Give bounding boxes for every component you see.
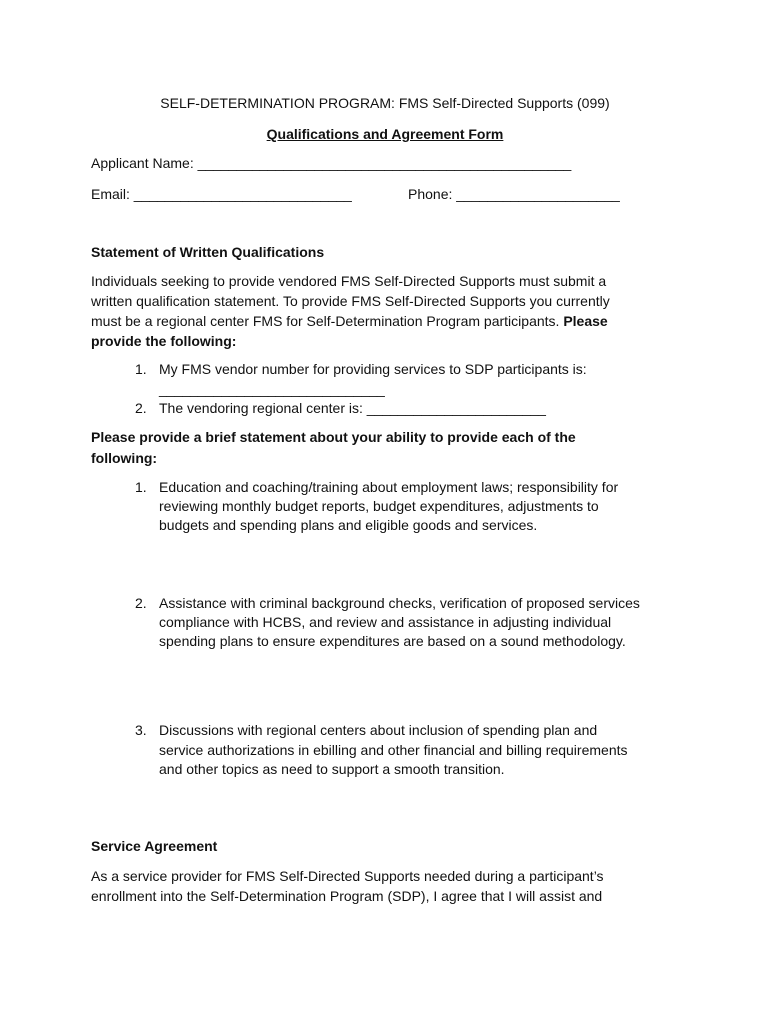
statement-item-line: service authorizations in ebilling and other financial and billing requirements [159, 742, 628, 758]
qualifications-intro-line: Individuals seeking to provide vendored FMS Self-Directed Supports must submit a [91, 273, 607, 289]
vendor-number-prompt: My FMS vendor number for providing services to SDP participants is: [159, 361, 587, 377]
statement-item-line: and other topics as need to support a smooth transition. [159, 761, 505, 777]
list-number: 2. [135, 595, 147, 611]
qualifications-intro-bold-line: provide the following: [91, 333, 237, 349]
qualifications-intro-line [91, 311, 608, 331]
list-number: 1. [135, 361, 147, 377]
statement-item-line: compliance with HCBS, and review and assistance in adjusting individual [159, 614, 612, 630]
statement-heading: Please provide a brief statement about your ability to provide each of the [91, 429, 576, 445]
agreement-heading: Service Agreement [91, 838, 218, 854]
vendor-number-blank[interactable]: _____________________________ [159, 381, 385, 397]
phone-field[interactable]: Phone: _____________________ [408, 186, 620, 202]
statement-item-line: Discussions with regional centers about inclusion of spending plan and [159, 722, 598, 738]
list-number: 3. [135, 722, 147, 738]
program-title: SELF-DETERMINATION PROGRAM: FMS Self-Directed Supports (099) [160, 95, 610, 111]
intro-bold-text: Please [563, 313, 608, 329]
list-number: 2. [135, 400, 147, 416]
form-title: Qualifications and Agreement Form [266, 126, 504, 142]
qualifications-heading: Statement of Written Qualifications [91, 244, 325, 260]
statement-item-line: spending plans to ensure expenditures are based on a sound methodology. [159, 633, 626, 649]
applicant-name-field[interactable]: Applicant Name: ________________________________________________ [91, 155, 572, 171]
qualifications-intro-line: written qualification statement. To provide FMS Self-Directed Supports you currently [91, 293, 610, 309]
agreement-text-line: enrollment into the Self-Determination Program (SDP), I agree that I will assist and [91, 888, 603, 904]
agreement-text-line: As a service provider for FMS Self-Directed Supports needed during a participant’s [91, 868, 604, 884]
statement-heading: following: [91, 450, 158, 466]
regional-center-field[interactable]: The vendoring regional center is: _______________________ [159, 400, 546, 416]
statement-item-line: Education and coaching/training about employment laws; responsibility for [159, 479, 619, 495]
list-number: 1. [135, 479, 147, 495]
statement-item-line: budgets and spending plans and eligible goods and services. [159, 517, 538, 533]
statement-item-line: Assistance with criminal background checks, verification of proposed services [159, 595, 640, 611]
statement-item-line: reviewing monthly budget reports, budget expenditures, adjustments to [159, 498, 599, 514]
intro-text: must be a regional center FMS for Self-Determination Program participants. [91, 313, 560, 329]
email-field[interactable]: Email: ____________________________ [91, 186, 352, 202]
